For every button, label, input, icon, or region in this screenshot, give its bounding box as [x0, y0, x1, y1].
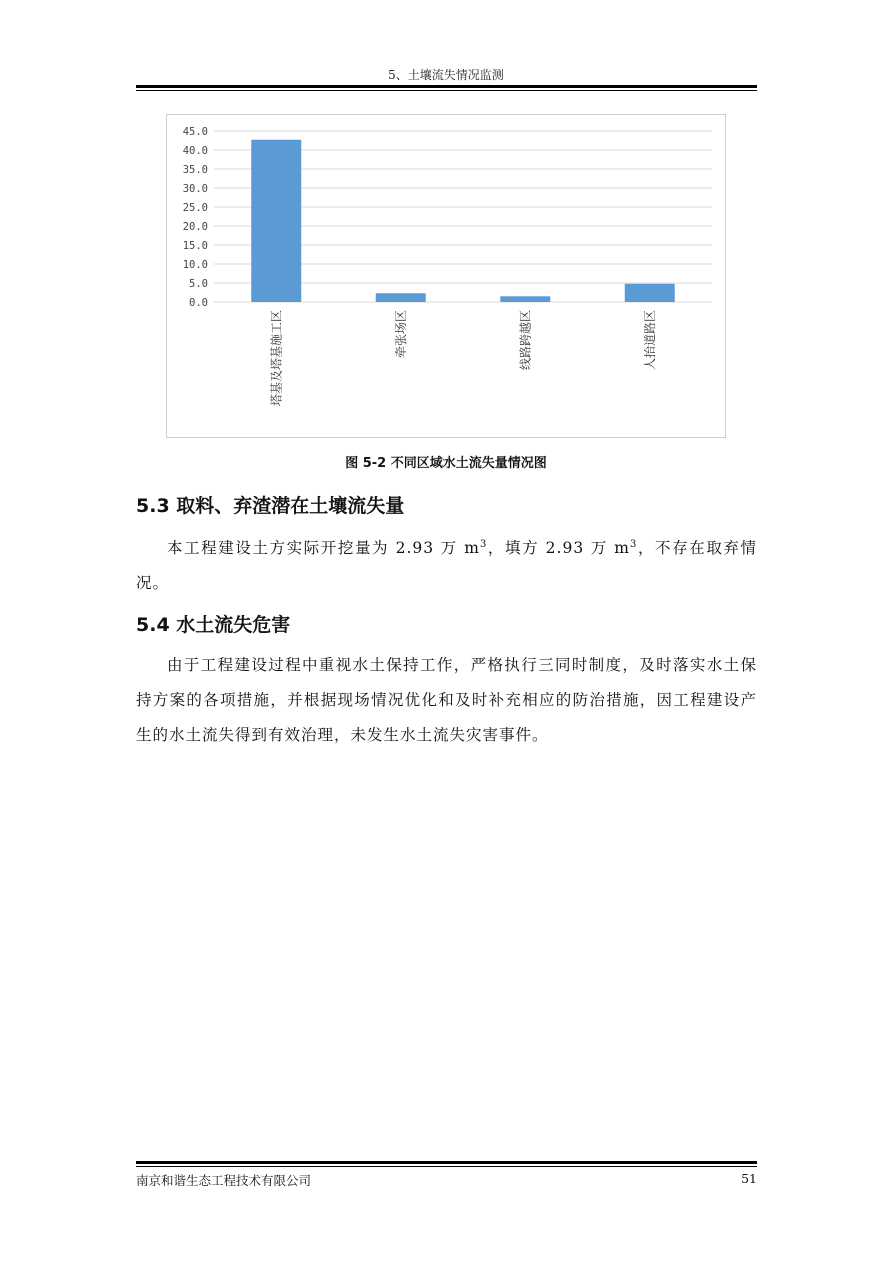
- chart-svg: [167, 115, 725, 437]
- y-tick-label: 5.0: [189, 278, 208, 290]
- y-tick-label: 45.0: [182, 126, 208, 138]
- y-tick-label: 25.0: [182, 202, 208, 214]
- section-5-3-paragraph: [136, 527, 757, 601]
- x-category-label: 塔基及塔基施工区: [269, 310, 284, 407]
- footer-rule-thin: [136, 1166, 757, 1167]
- header-rule-thick: [136, 85, 757, 88]
- y-tick-label: 0.0: [189, 297, 208, 309]
- x-category-label: 人抬道路区: [642, 310, 657, 371]
- section-heading-5-4: 5.4 水土流失危害: [136, 614, 291, 636]
- bar: [376, 293, 426, 302]
- y-tick-label: 20.0: [182, 221, 208, 233]
- bar: [625, 284, 675, 302]
- header-rule-thin: [136, 90, 757, 91]
- bar: [251, 140, 301, 302]
- footer-page-number: 51: [741, 1171, 757, 1186]
- bar-chart: [166, 114, 726, 438]
- y-tick-label: 30.0: [182, 183, 208, 195]
- bar: [500, 296, 550, 302]
- footer-company: 南京和谐生态工程技术有限公司: [136, 1173, 312, 1188]
- footer-rule-thick: [136, 1161, 757, 1164]
- y-tick-label: 15.0: [182, 240, 208, 252]
- section-5-4-paragraph: 由于工程建设过程中重视水土保持工作，严格执行三同时制度，及时落实水土保持方案的各项措施，并根据现场情况优化和及时补充相应的防治措施，因工程建设产生的水土流失得到有效治理，未发生水土流失灾害事件。: [136, 656, 757, 744]
- page-header-title: 5、土壤流失情况监测: [388, 68, 504, 82]
- x-category-label: 牵张场区: [393, 310, 408, 359]
- superscript-2: 3: [630, 539, 638, 550]
- figure-caption: 图 5-2 不同区域水土流失量情况图: [345, 456, 547, 471]
- para-text-end: ，不存在取弃情况。: [136, 539, 757, 593]
- x-category-label: 线路跨越区: [518, 310, 533, 371]
- section-heading-5-3: 5.3 取料、弃渣潜在土壤流失量: [136, 495, 405, 517]
- y-tick-label: 40.0: [182, 145, 208, 157]
- y-tick-label: 35.0: [182, 164, 208, 176]
- superscript-1: 3: [479, 539, 488, 550]
- para-text-mid: ，填方 2.93 万 m: [487, 539, 631, 558]
- para-text-start: 本工程建设土方实际开挖量为 2.93 万 m: [167, 539, 480, 558]
- y-tick-label: 10.0: [182, 259, 208, 271]
